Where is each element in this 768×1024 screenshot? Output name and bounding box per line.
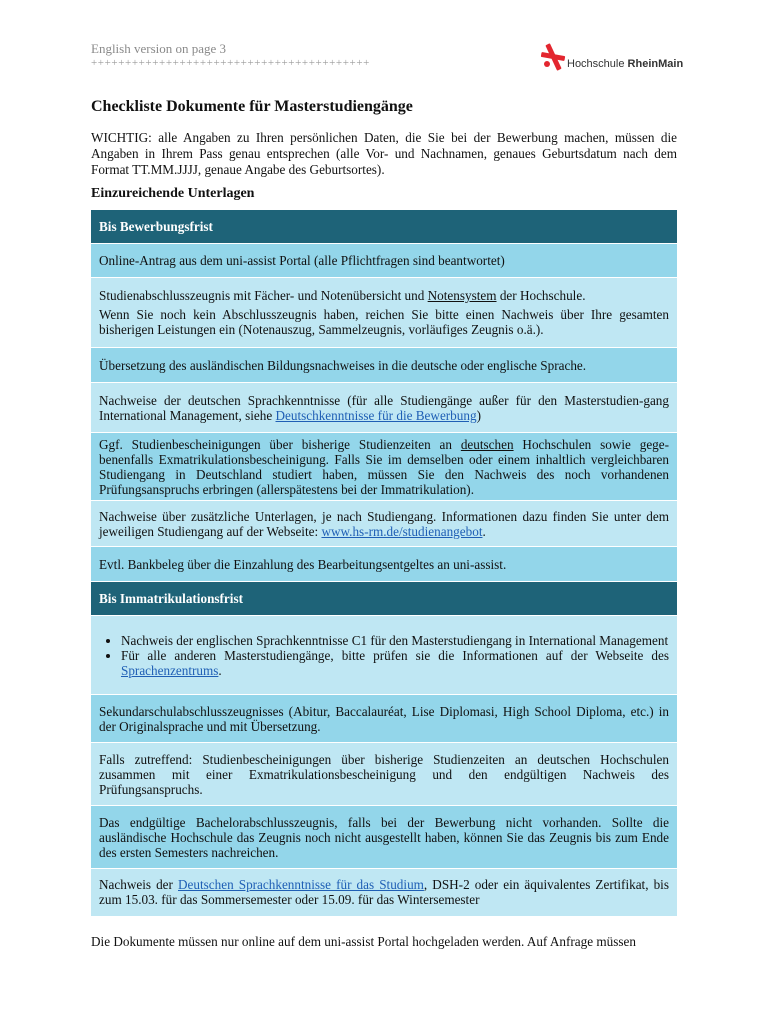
table-row [91,433,677,501]
important-notice: WICHTIG: alle Angaben zu Ihren persönlichen Daten, die Sie bei der Bewerbung machen, müssen die Angaben in Ihrem Pass genau entsprechen (alle Vor- und Nachnamen, genaues Geburtsdatum nach dem Format TT.MM.JJJJ, genaue Angabe des Geburtsortes). [91,130,677,177]
list-item: • Für alle anderen Masterstudiengänge, bitte prüfen sie die Informationen auf der Webseite des Sprachenzentrums. [121,648,669,678]
footer-text: Die Dokumente müssen nur online auf dem uni-assist Portal hochgeladen werden. Auf Anfrage müssen [91,934,636,949]
table-row [91,806,677,869]
section-header-enrollment [91,582,677,616]
language-center-link[interactable]: Sprachenzentrums [121,662,219,678]
table-row [91,244,677,278]
study-programs-link[interactable]: www.hs-rm.de/studienangebot [321,523,483,539]
row-cell [91,616,677,695]
german-skills-application-link[interactable]: Deutschkenntnisse für die Bewerbung [275,407,477,423]
section-title: Bis Bewerbungsfrist [91,210,677,244]
logo-mark-icon [541,43,567,71]
table-row [91,278,677,348]
section-header-application [91,210,677,244]
table-row [91,547,677,582]
row-text: Übersetzung des ausländischen Bildungsnachweises in die deutsche oder englische Sprache. [91,348,677,383]
row-cell: Studienabschlusszeugnis mit Fächer- und Notenübersicht und Notensystem der Hochschule. Wenn Sie noch kein Abschlusszeugnis haben, reichen Sie bitte einen Nachweis über Ihre gesamten bisherigen Leistungen ein (Notenauszug, Sammelzeugnis, vorläufiges Zeugnis o.ä.). [91,278,677,348]
table-row [91,743,677,806]
row-cell: Nachweis der Deutschen Sprachkenntnisse für das Studium, DSH-2 oder ein äquivalentes Zertifikat, bis zum 15.03. für das Sommersemester oder 15.09. für das Wintersemester [91,869,677,916]
table-row [91,616,677,695]
requirements-list [99,633,669,678]
row-text: Online-Antrag aus dem uni-assist Portal (alle Pflichtfragen sind beantwortet) [91,244,677,278]
row-text: Wenn Sie noch kein Abschlusszeugnis haben, reichen Sie bitte einen Nachweis über Ihre gesamten bisherigen Leistungen ein (Notenauszug, Sammelzeugnis, vorläufiges Zeugnis o.ä.). [99,307,669,337]
row-text: Das endgültige Bachelorabschlusszeugnis, falls bei der Bewerbung nicht vorhanden. Sollte die ausländische Hochschule das Zeugnis noch nicht ausgestellt haben, können Sie das Zeugnis bis zum Ende des ersten Semesters nachreichen. [91,806,677,869]
documents-table [91,209,677,916]
row-cell: Nachweise der deutschen Sprachkenntnisse (für alle Studiengänge außer für den Masterstudien-gang International Management, siehe Deutschkenntnisse für die Bewerbung) [91,383,677,433]
underlined-term: deutschen [460,436,514,452]
row-text: Sekundarschulabschlusszeugnisses (Abitur, Baccalauréat, Lise Diplomasi, High School Diploma, etc.) in der Originalsprache und mit Übersetzung. [91,695,677,743]
table-row [91,869,677,916]
page-title: Checkliste Dokumente für Masterstudiengänge [91,98,413,115]
separator-line: +++++++++++++++++++++++++++++++++++++++++ [91,57,370,69]
table-row [91,383,677,433]
table-row [91,348,677,383]
row-cell: Ggf. Studienbescheinigungen über bisherige Studienzeiten an deutschen Hochschulen sowie gege-benenfalls Exmatrikulationsbescheinigung. Falls Sie im demselben oder einem inhaltlich vergleichbaren Studiengang in Deutschland studiert haben, müssen Sie den Nachweis des noch vorhandenen Prüfungsanspruchs erbringen (allerspätestens bei der Immatrikulation). [91,433,677,501]
row-cell: Nachweise über zusätzliche Unterlagen, je nach Studiengang. Informationen dazu finden Sie unter dem jeweiligen Studiengang auf der Webseite: www.hs-rm.de/studienangebot. [91,501,677,547]
english-version-note: English version on page 3 [91,41,227,56]
german-skills-study-link[interactable]: Deutschen Sprachkenntnisse für das Studium [178,877,424,893]
list-item: • Nachweis der englischen Sprachkenntnisse C1 für den Masterstudiengang in International Management [121,633,669,648]
logo-text: Hochschule RheinMain [567,58,684,70]
hochschule-logo [541,43,684,73]
row-text: Falls zutreffend: Studienbescheinigungen über bisherige Studienzeiten an deutschen Hochschulen zusammen mit einer Exmatrikulationsbescheinigung und den endgültigen Nachweis des Prüfungsanspruchs. [91,743,677,806]
table-row [91,695,677,743]
section-subtitle: Einzureichende Unterlagen [91,186,255,201]
row-text: Evtl. Bankbeleg über die Einzahlung des Bearbeitungsentgeltes an uni-assist. [91,547,677,582]
table-row [91,501,677,547]
section-title: Bis Immatrikulationsfrist [91,582,677,616]
underlined-term: Notensystem [427,288,497,303]
